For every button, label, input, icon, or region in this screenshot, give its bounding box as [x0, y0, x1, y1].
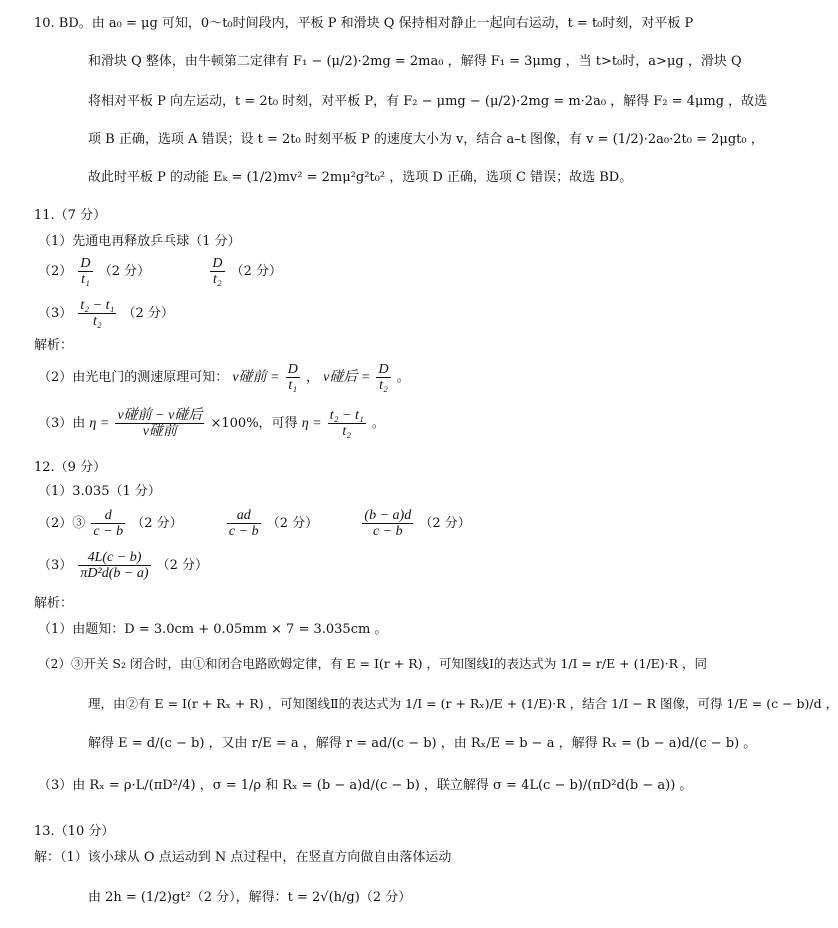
fraction-numerator: (b − a)d — [364, 508, 412, 523]
efficiency-symbol: η = — [301, 416, 322, 431]
q12-analysis-2-line-1: （2）③开关 S₂ 闭合时，由①和闭合电路欧姆定律，有 E = I(r + R) ，可知图线Ⅰ的表达式为 1/I = r/E + (1/E)·R ，同 — [38, 656, 708, 671]
q12-part2-score-1: （2 分） — [131, 516, 183, 531]
fraction-denominator: c − b — [228, 524, 259, 539]
q10-line-4: 项 B 正确，选项 A 错误；设 t = 2t₀ 时刻平板 P 的速度大小为 v，结合 a–t 图像，有 v = (1/2)·2a₀·2t₀ = 2μgt₀ ， — [88, 132, 764, 147]
analysis-text: （2）由光电门的测速原理可知： — [38, 370, 229, 385]
fraction-numerator: ad — [227, 508, 261, 524]
fraction-denominator: c − b — [372, 524, 403, 539]
fraction-numerator: t₂ − t₁ — [329, 408, 364, 423]
period: 。 — [396, 370, 410, 385]
fraction-denominator: v碰前 — [142, 424, 178, 439]
q13-line-1: 解：（1）该小球从 O 点运动到 N 点过程中，在竖直方向做自由落体运动 — [34, 850, 452, 865]
q12-part2-fraction-2 — [227, 508, 261, 539]
q12-part3-score: （2 分） — [156, 558, 209, 573]
q11-part3-label: （3） — [38, 306, 73, 321]
q12-heading: 12.（9 分） — [34, 460, 107, 475]
q12-part2-label: （2）③ — [38, 516, 86, 531]
fraction-numerator: D — [287, 362, 298, 377]
q11-part2-fraction-2 — [210, 256, 224, 287]
fraction-denominator: t₂ — [379, 378, 388, 393]
analysis-fraction-3 — [115, 408, 204, 439]
fraction-denominator: t₁ — [288, 378, 298, 393]
q10-line-5: 故此时平板 P 的动能 Eₖ = (1/2)mv² = 2mμ²g²t₀² ，选项 D 正确，选项 C 错误；故选 BD。 — [88, 170, 633, 185]
q11-part3-fraction — [78, 298, 116, 329]
fraction-denominator: c − b — [93, 524, 124, 539]
q13-line-2: 由 2h = (1/2)gt²（2 分），解得：t = 2√(h/g)（2 分） — [88, 890, 412, 905]
q11-part2-fraction-1 — [78, 256, 92, 287]
q11-analysis-3 — [38, 408, 385, 439]
velocity-before-label: v碰前 = — [232, 370, 280, 385]
analysis-text: （3）由 — [38, 416, 86, 431]
q12-part2-score-2: （2 分） — [266, 516, 319, 531]
analysis-fraction-2 — [376, 362, 390, 393]
q11-part2 — [38, 256, 282, 287]
analysis-fraction-1 — [286, 362, 300, 393]
fraction-denominator: πD²d(b − a) — [80, 566, 149, 581]
q10-line-3: 将相对平板 P 向左运动，t = 2t₀ 时刻，对平板 P，有 F₂ − μmg − (μ/2)·2mg = m·2a₀ ，解得 F₂ = 4μmg ，故选 — [88, 94, 768, 109]
q12-part3-label: （3） — [38, 558, 73, 573]
q10-line-2: 和滑块 Q 整体，由牛顿第二定律有 F₁ − (μ/2)·2mg = 2ma₀ ，解得 F₁ = 3μmg ，当 t>t₀时，a>μg ，滑块 Q — [88, 54, 742, 69]
q10-line-1: 10. BD。由 a₀ = μg 可知，0～t₀时间段内，平板 P 和滑块 Q 保持相对静止一起向右运动，t = t₀时刻，对平板 P — [34, 16, 694, 31]
q11-part3 — [38, 298, 174, 329]
q12-analysis-1: （1）由题知：D = 3.0cm + 0.05mm × 7 = 3.035cm 。 — [38, 622, 388, 637]
fraction-numerator: d — [91, 508, 125, 524]
q11-heading: 11.（7 分） — [34, 208, 107, 223]
q12-part3-fraction — [78, 550, 150, 581]
period: 。 — [371, 416, 385, 431]
q12-analysis-3: （3）由 Rₓ = ρ·L/(πD²/4) ，σ = 1/ρ 和 Rₓ = (b − a)d/(c − b) ，联立解得 σ = 4L(c − b)/(πD²d(b − a)) 。 — [38, 778, 693, 793]
fraction-numerator: D — [212, 256, 223, 271]
q12-part2-fraction-1 — [91, 508, 125, 539]
q12-part2-fraction-3 — [362, 508, 413, 539]
fraction-denominator: t₁ — [81, 272, 90, 287]
q12-part2 — [38, 508, 471, 539]
fraction-denominator: t₂ — [342, 424, 352, 439]
fraction-numerator: 4L(c − b) — [78, 550, 150, 566]
q11-analysis-2 — [38, 362, 410, 393]
q13-heading: 13.（10 分） — [34, 824, 115, 839]
velocity-after-label: v碰后 = — [323, 370, 371, 385]
q12-analysis-2-line-3: 解得 E = d/(c − b) ，又由 r/E = a ，解得 r = ad/(c − b) ，由 Rₓ/E = b − a ，解得 Rₓ = (b − a)d/(c − b) 。 — [88, 736, 757, 751]
q12-part2-score-3: （2 分） — [419, 516, 471, 531]
fraction-numerator: D — [378, 362, 389, 377]
fraction-numerator: D — [80, 256, 91, 271]
q11-part2-label: （2） — [38, 264, 73, 279]
analysis-text: ×100%，可得 — [210, 416, 298, 431]
separator: ， — [306, 370, 320, 385]
q12-part3 — [38, 550, 208, 581]
q11-part2-score-1: （2 分） — [98, 264, 151, 279]
q11-analysis-label: 解析： — [34, 338, 74, 353]
q12-part1: （1）3.035（1 分） — [38, 484, 161, 499]
q12-analysis-label: 解析： — [34, 596, 74, 611]
fraction-numerator: t₂ − t₁ — [80, 298, 115, 313]
q11-part2-score-2: （2 分） — [230, 264, 283, 279]
q12-analysis-2-line-2: 理，由②有 E = I(r + Rₓ + R) ，可知图线Ⅱ的表达式为 1/I = (r + Rₓ)/E + (1/E)·R ，结合 1/I − R 图像，可得 1/E = (c − b)/d ， — [88, 696, 838, 711]
fraction-numerator: v碰前 − v碰后 — [117, 408, 203, 423]
fraction-denominator: t₂ — [93, 314, 102, 329]
q11-part1: （1）先通电再释放乒乓球（1 分） — [38, 234, 241, 249]
fraction-denominator: t₂ — [213, 272, 222, 287]
q11-part3-score: （2 分） — [122, 306, 174, 321]
efficiency-symbol: η = — [89, 416, 110, 431]
analysis-fraction-4 — [328, 408, 366, 439]
